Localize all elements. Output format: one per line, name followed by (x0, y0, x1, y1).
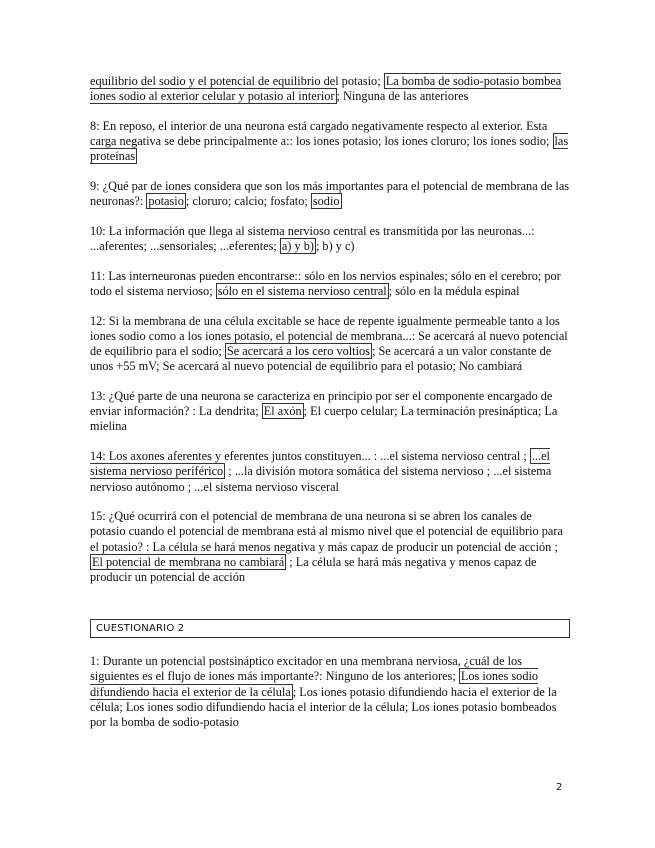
question-text: ; ...la división motora somática del sistema nervioso ; ...el sistema nervioso autónomo ; ...el sistema nervioso visceral (90, 464, 552, 494)
question-item (90, 74, 570, 104)
answer-highlight: a) y b) (281, 239, 314, 254)
question-item (90, 449, 570, 495)
question-item (90, 509, 570, 585)
question-item (90, 119, 570, 165)
question-item (90, 314, 570, 375)
answer-highlight: las proteínas (90, 134, 569, 164)
question-item (90, 269, 570, 299)
answer-highlight: potasio (148, 194, 184, 209)
page-content (90, 74, 570, 745)
question-text: ; cloruro; calcio; fosfato; (185, 194, 311, 209)
question-text: ; La célula se hará más negativa y menos capaz de producir un potencial de acción (90, 554, 537, 585)
section-title: CUESTIONARIO 2 (96, 623, 185, 635)
answer-highlight: El axón (263, 404, 302, 419)
question-text: ; Ninguna de las anteriores (336, 89, 469, 104)
answer-highlight: sodio (312, 194, 340, 209)
question-list-2 (90, 654, 570, 730)
section-header (90, 619, 570, 638)
question-text: ; Se acercará a un valor constante de unos +55 mV; Se acercará al nuevo potencial de equilibrio para el potasio; No cambiará (90, 344, 552, 374)
question-text: 14: Los axones aferentes y eferentes juntos constituyen... : ...el sistema nervioso central ; (90, 449, 530, 464)
answer-highlight: Se acercará a los cero voltios (226, 344, 370, 359)
question-text: equilibrio del sodio y el potencial de equilibrio del potasio; (90, 74, 384, 88)
question-text: 8: En reposo, el interior de una neurona está cargado negativamente respecto al exterior. Esta carga negativa se debe principalmente a:: los iones potasio; los iones cloruro; los iones sodio; (90, 118, 553, 149)
question-text: ; El cuerpo celular; La terminación presináptica; La mielina (90, 404, 558, 434)
question-list (90, 74, 570, 585)
question-item (90, 389, 570, 435)
question-text: 10: La información que llega al sistema nervioso central es transmitida por las neuronas...: ...aferentes; ...sensoriales; ...eferentes; (90, 223, 535, 254)
question-text: 13: ¿Qué parte de una neurona se caracteriza en principio por ser el componente encargado de enviar información? : La dendrita; (90, 389, 553, 419)
question-text: ; sólo en la médula espinal (388, 284, 520, 299)
answer-highlight: ...el sistema nervioso periférico (90, 449, 550, 479)
question-text: 11: Las interneuronas pueden encontrarse:: sólo en los nervios espinales; sólo en el cerebro; por todo el sistema nervioso; (90, 268, 561, 299)
page-number: 2 (556, 782, 563, 793)
question-text: 9: ¿Qué par de iones considera que son los más importantes para el potencial de membrana de las neuronas?: (90, 179, 570, 209)
answer-highlight: Los iones sodio difundiendo hacia el exterior de la célula (90, 669, 539, 699)
question-item (90, 179, 570, 209)
question-text: 1: Durante un potencial postsináptico excitador en una membrana nerviosa, ¿cuál de los siguientes es el flujo de iones más importante?: Ninguno de los anteriores; (90, 654, 522, 684)
question-item (90, 654, 570, 730)
question-text: ; b) y c) (315, 239, 355, 254)
question-text: 15: ¿Qué ocurrirá con el potencial de membrana de una neurona si se abren los canales de potasio cuando el potencial de membrana está al mismo nivel que el potencial de equilibrio para el potasio? : La célula se hará menos negativa y más capaz de producir un potencial de acción ; (90, 509, 563, 554)
answer-highlight: sólo en el sistema nervioso central (217, 284, 387, 299)
question-item (90, 224, 570, 254)
answer-highlight: El potencial de membrana no cambiará (92, 554, 285, 569)
answer-highlight: La bomba de sodio-potasio bombea iones sodio al exterior celular y potasio al interior (90, 74, 562, 104)
question-text: 12: Si la membrana de una célula excitable se hace de repente igualmente permeable tanto a los iones sodio como a los iones potasio, el potencial de membrana...: Se acercará al nuevo potencial de equilibrio para el sodio; (90, 313, 568, 359)
question-text: ; Los iones potasio difundiendo hacia el exterior de la célula; Los iones sodio difundiendo hacia el interior de la célula; Los iones potasio bombeados por la bomba de sodio-potasio (90, 684, 557, 730)
